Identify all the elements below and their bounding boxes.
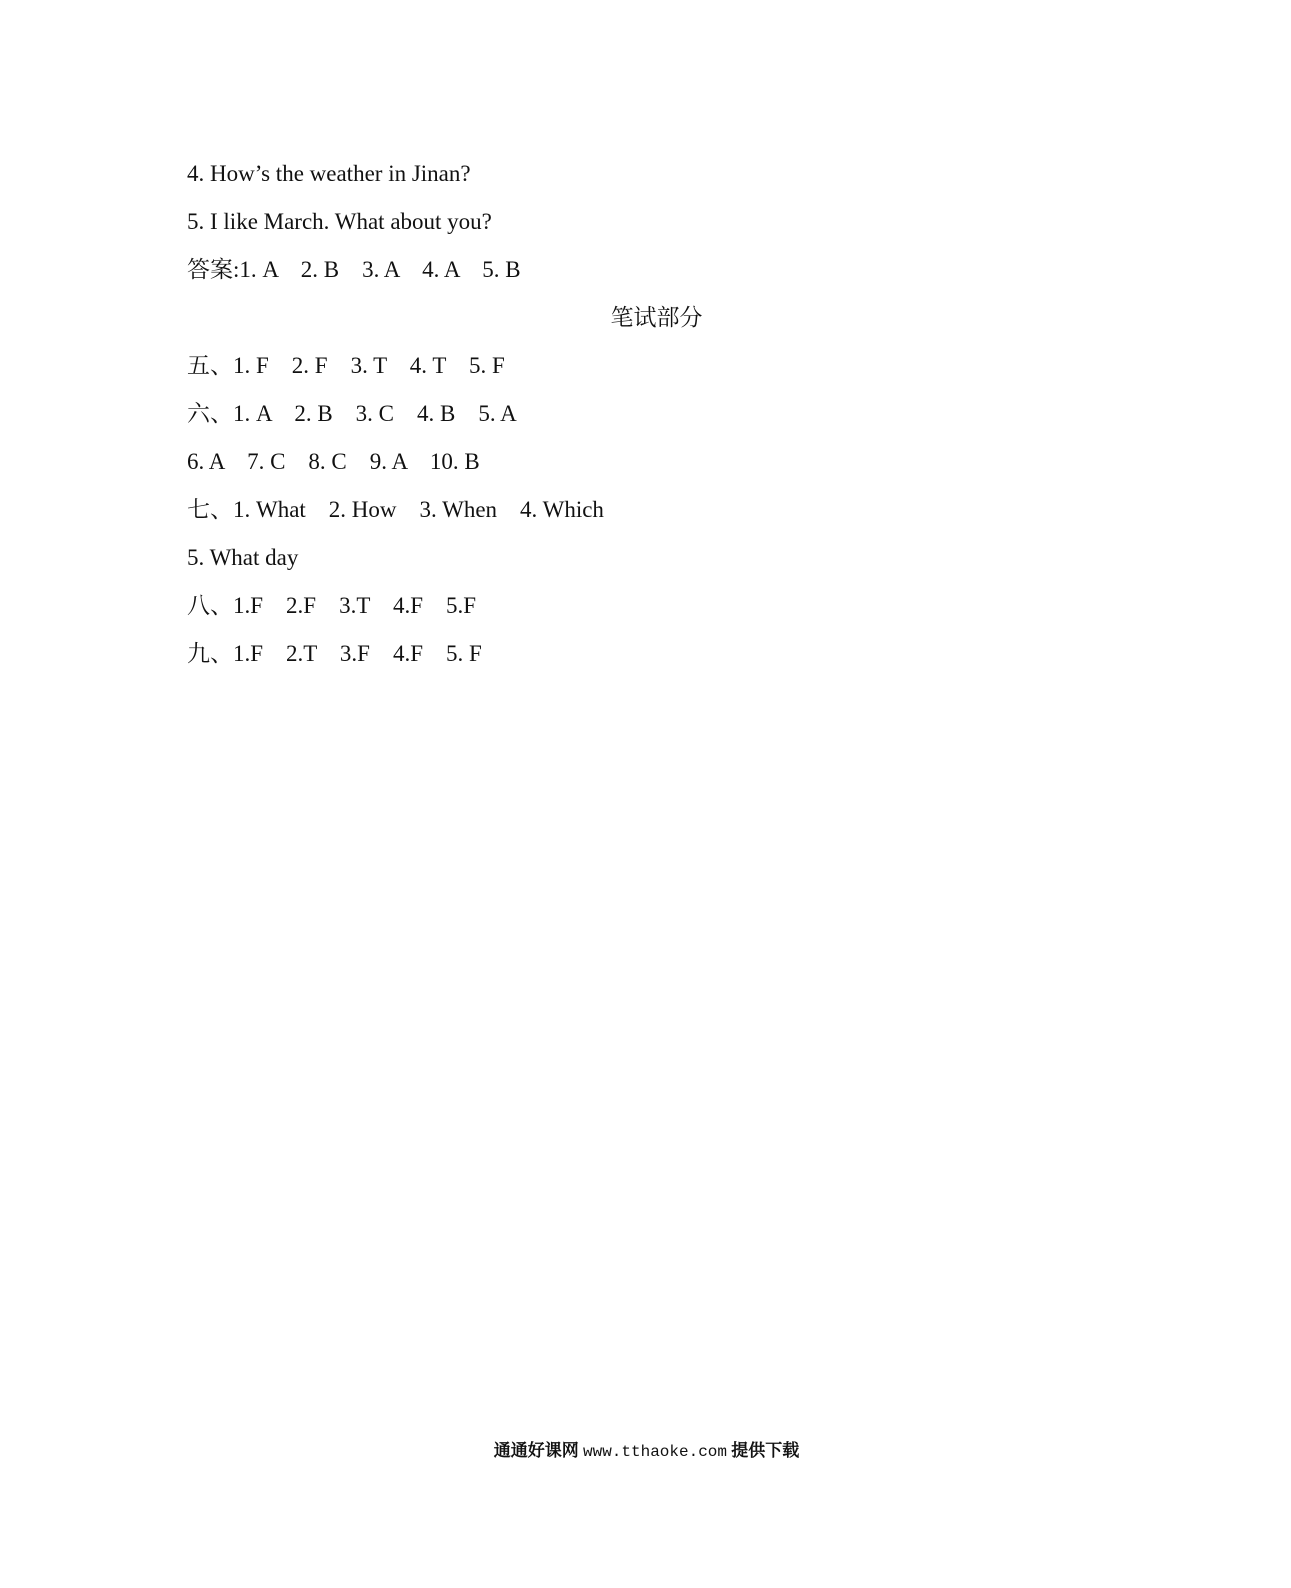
listening-question-5: 5. I like March. What about you? [187,209,492,234]
written-section-title: 笔试部分 [610,305,703,330]
answer-part-9: 九、1.F 2.T 3.F 4.F 5. F [187,641,482,666]
answer-part-5: 五、1. F 2. F 3. T 4. T 5. F [187,353,505,378]
answer-part-7-row-1: 七、1. What 2. How 3. When 4. Which [187,497,604,522]
footer-suffix: 提供下载 [731,1441,800,1461]
answer-part-6-row-1: 六、1. A 2. B 3. C 4. B 5. A [187,401,517,426]
page-footer [0,1438,1291,1465]
listening-answers: 答案:1. A 2. B 3. A 4. A 5. B [187,257,521,282]
answer-part-6-row-2: 6. A 7. C 8. C 9. A 10. B [187,449,480,474]
answer-part-7-row-2: 5. What day [187,545,299,570]
listening-question-4: 4. How’s the weather in Jinan? [187,161,471,186]
answer-part-8: 八、1.F 2.F 3.T 4.F 5.F [187,593,477,618]
footer-url[interactable]: www.tthaoke.com [582,1443,728,1461]
footer-site-name: 通通好课网 [493,1441,579,1461]
